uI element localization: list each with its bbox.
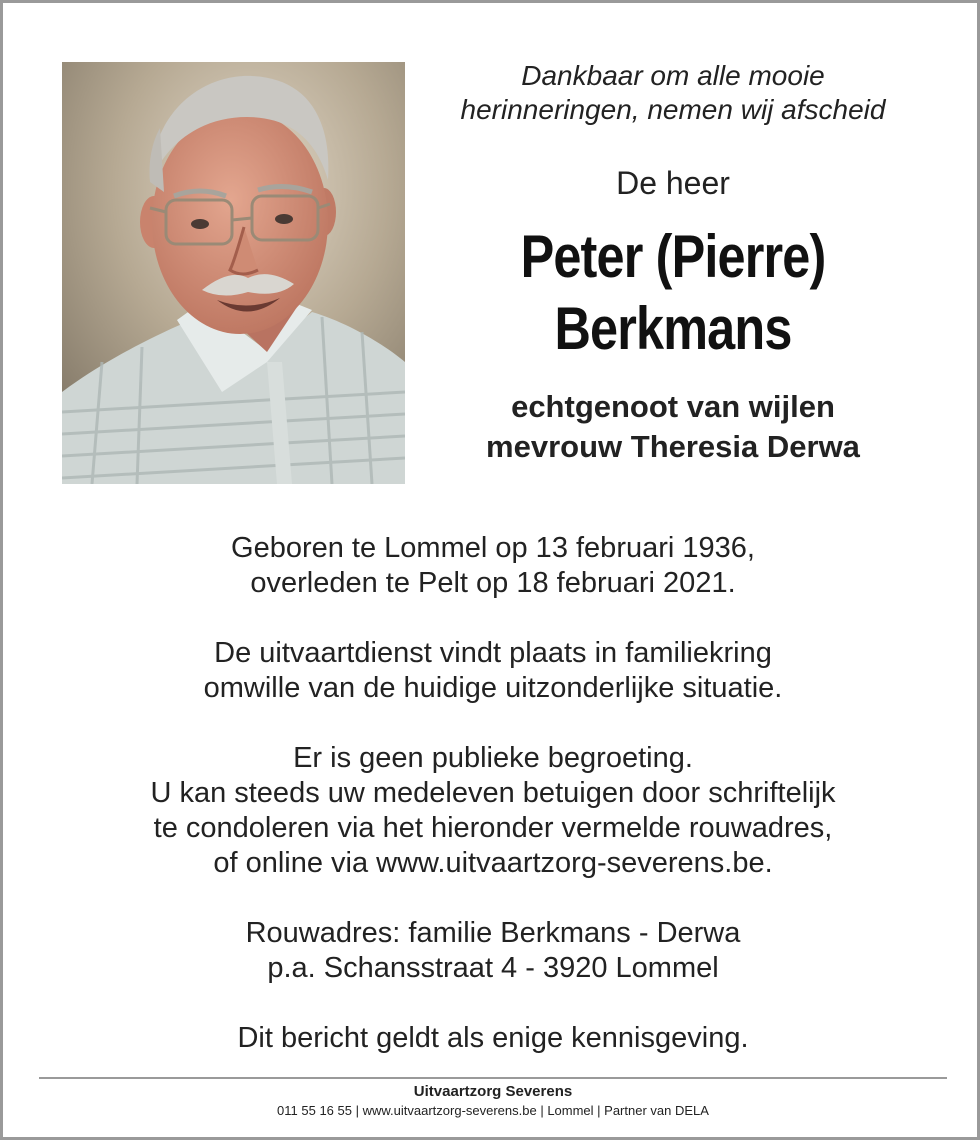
announcement-body — [43, 531, 943, 1056]
condolences-paragraph — [43, 741, 943, 881]
text-line: p.a. Schansstraat 4 - 3920 Lommel — [267, 952, 719, 984]
text-line: te condoleren via het hieronder vermelde rouwadres, — [153, 812, 833, 844]
funeral-home-info: 011 55 16 55 | www.uitvaartzorg-severens.be | Lommel | Partner van DELA — [277, 1103, 709, 1118]
funeral-paragraph — [43, 636, 943, 706]
name-line: Peter (Pierre) — [520, 223, 826, 290]
name-line: Berkmans — [554, 295, 792, 362]
text-line: U kan steeds uw medeleven betuigen door schriftelijk — [150, 777, 836, 809]
funeral-home-name: Uitvaartzorg Severens — [413, 1083, 573, 1100]
dates-paragraph — [43, 531, 943, 601]
intro-line: herinneringen, nemen wij afscheid — [460, 94, 886, 125]
address-paragraph — [43, 916, 943, 986]
notice-paragraph — [43, 1021, 943, 1056]
portrait-photo — [62, 62, 405, 484]
text-line: Geboren te Lommel op 13 februari 1936, — [231, 532, 755, 564]
deceased-name — [463, 221, 883, 365]
text-line: of online via www.uitvaartzorg-severens.be. — [213, 847, 773, 879]
portrait-illustration — [62, 62, 405, 484]
spouse-line: mevrouw Theresia Derwa — [486, 429, 860, 464]
text-line: Er is geen publieke begroeting. — [293, 742, 693, 774]
text-line: De uitvaartdienst vindt plaats in familiekring — [214, 637, 772, 669]
intro-line: Dankbaar om alle mooie — [521, 60, 825, 91]
text-line: Rouwadres: familie Berkmans - Derwa — [245, 917, 741, 949]
header-block — [423, 59, 923, 467]
footer-divider — [39, 1077, 947, 1079]
salutation: De heer — [616, 165, 730, 201]
footer — [39, 1082, 947, 1120]
intro-text — [423, 59, 923, 127]
text-line: overleden te Pelt op 18 februari 2021. — [250, 567, 736, 599]
spouse-line: echtgenoot van wijlen — [511, 389, 835, 424]
text-line: Dit bericht geldt als enige kennisgeving. — [237, 1022, 749, 1054]
text-line: omwille van de huidige uitzonderlijke situatie. — [203, 672, 783, 704]
spouse-text — [423, 387, 923, 467]
